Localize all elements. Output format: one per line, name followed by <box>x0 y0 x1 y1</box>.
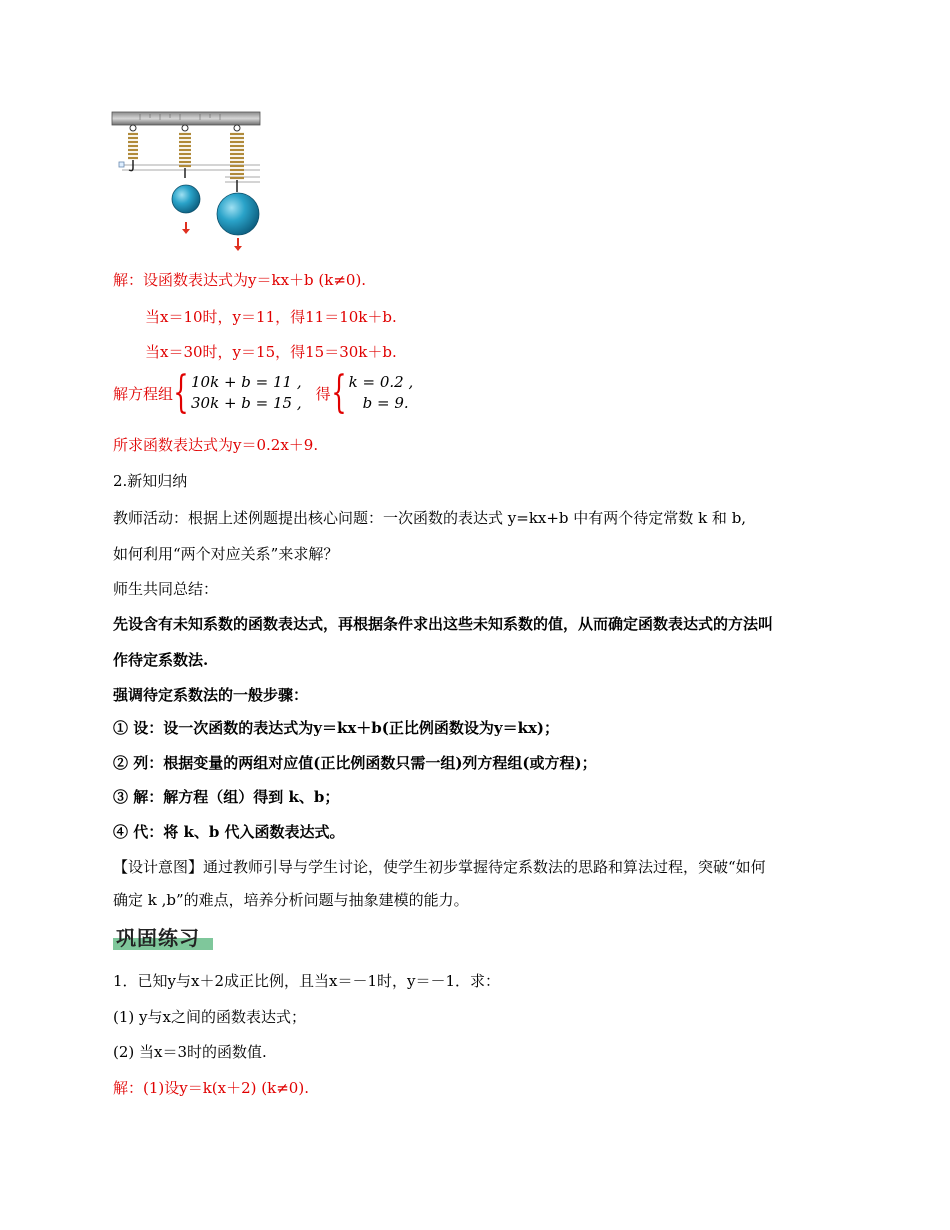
summary-label: 师生共同总结： <box>113 580 219 598</box>
result-label: 得 <box>315 384 331 403</box>
result-equation-2: b = 9. <box>362 394 409 412</box>
design-intent-line-2: 确定 k ,b”的难点，培养分析问题与抽象建模的能力。 <box>113 891 469 909</box>
section-heading: 2.新知归纳 <box>113 472 188 490</box>
step-2: ② 列：根据变量的两组对应值(正比例函数只需一组)列方程组(或方程)； <box>113 754 597 772</box>
practice-title: 巩固练习 <box>116 926 200 950</box>
question-1: 1．已知y与x＋2成正比例，且当x＝－1时，y＝－1．求： <box>113 972 501 990</box>
equation-system <box>113 367 414 418</box>
design-intent-line-1: 【设计意图】通过教师引导与学生讨论，使学生初步掌握待定系数法的思路和算法过程，突破“如何 <box>113 858 766 876</box>
steps-title: 强调待定系数法的一般步骤： <box>113 686 309 704</box>
solution-conclusion: 所求函数表达式为y＝0.2x＋9. <box>113 436 319 454</box>
teacher-activity-cont: 如何利用“两个对应关系”来求解？ <box>113 545 339 563</box>
system-label: 解方程组 <box>113 384 174 403</box>
result-equation-1: k = 0.2 , <box>348 373 414 391</box>
solution-intro: 解：设函数表达式为y＝kx＋b (k≠0). <box>113 271 367 289</box>
question-1b: (2) 当x＝3时的函数值. <box>113 1043 267 1061</box>
question-1a: (1) y与x之间的函数表达式； <box>113 1008 306 1026</box>
result-brace: { <box>330 367 347 418</box>
step-1: ① 设：设一次函数的表达式为y＝kx＋b(正比例函数设为y＝kx)； <box>113 719 560 737</box>
definition-line-1: 先设含有未知系数的函数表达式，再根据条件求出这些未知系数的值，从而确定函数表达式的方法叫 <box>113 615 774 633</box>
solution-case-1: 当x＝10时，y＝11，得11＝10k＋b. <box>145 308 397 326</box>
step-4: ④ 代：将 k、b 代入函数表达式。 <box>113 823 345 841</box>
system-equation-1: 10k + b = 11 , <box>191 373 302 391</box>
spring-balance-figure <box>110 108 270 258</box>
system-equation-2: 30k + b = 15 , <box>191 394 302 412</box>
answer-1: 解：(1)设y＝k(x＋2) (k≠0). <box>113 1079 309 1097</box>
definition-line-2: 作待定系数法. <box>113 651 209 669</box>
step-3: ③ 解：解方程（组）得到 k、b； <box>113 788 340 806</box>
teacher-activity: 教师活动：根据上述例题提出核心问题：一次函数的表达式 y=kx+b 中有两个待定常数 k 和 b, <box>113 509 747 527</box>
left-brace: { <box>173 367 189 418</box>
solution-case-2: 当x＝30时，y＝15，得15＝30k＋b. <box>145 343 397 361</box>
